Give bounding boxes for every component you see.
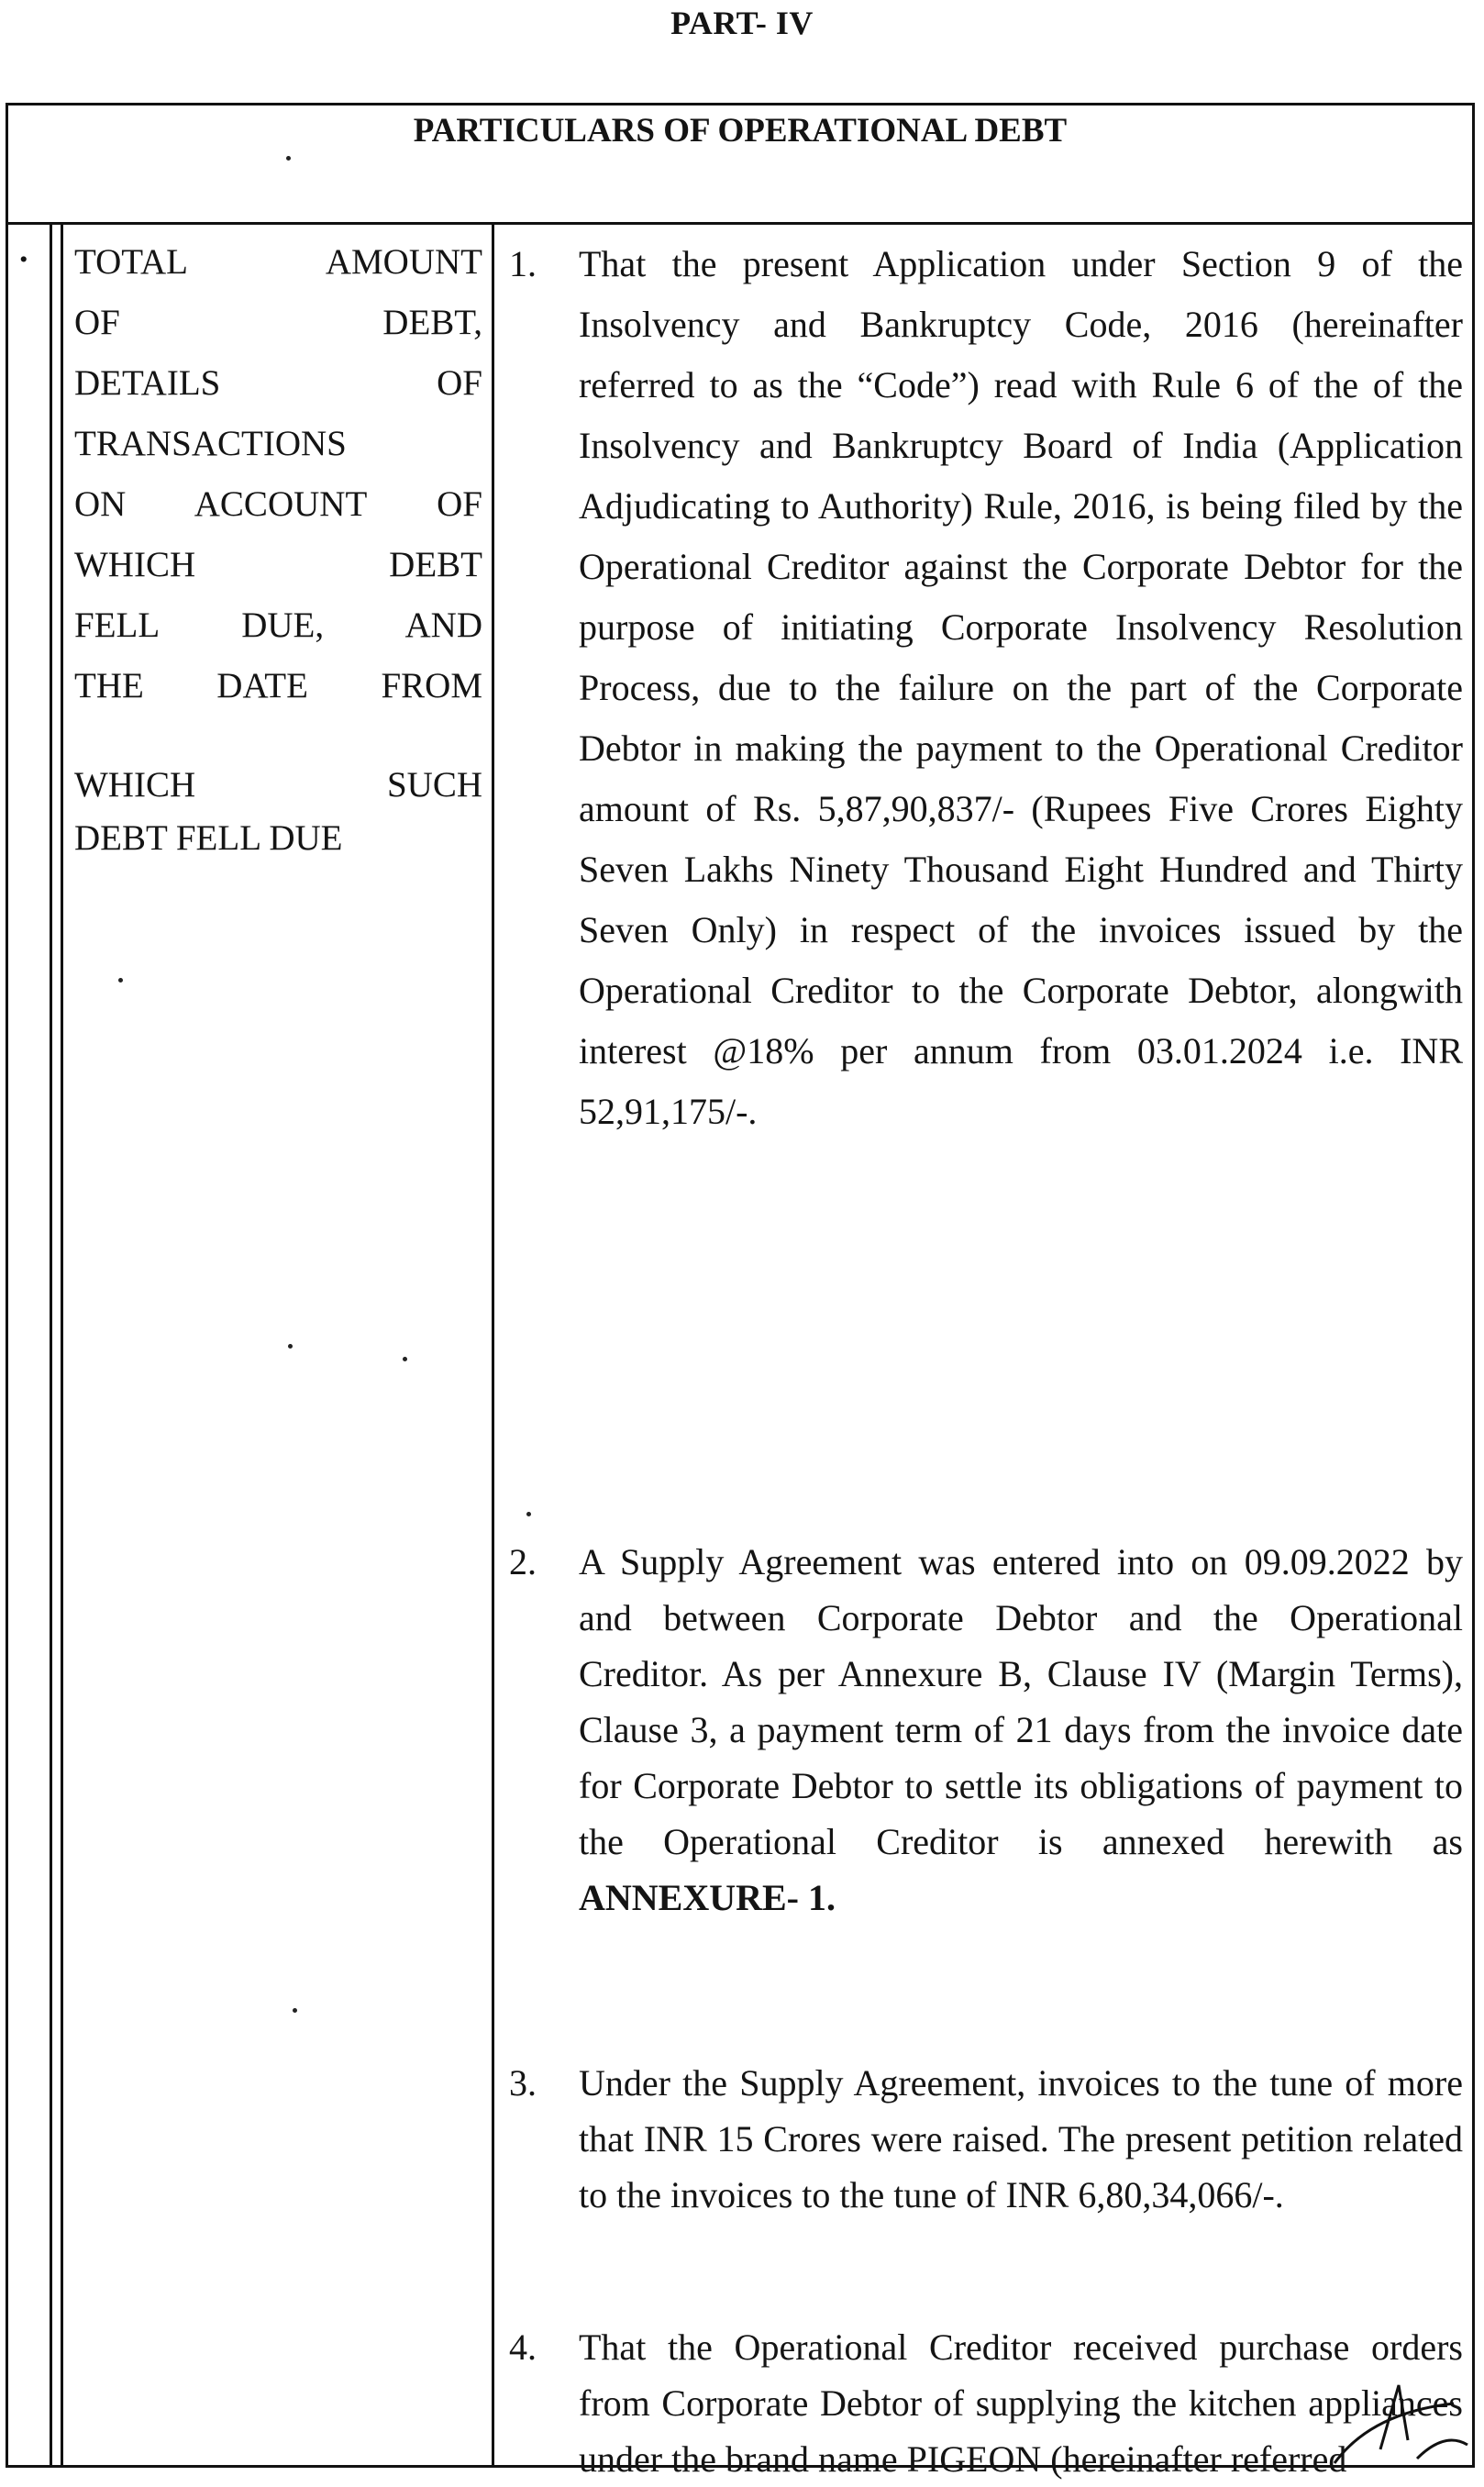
- label-line: OF DEBT,: [74, 303, 482, 342]
- label-line: TRANSACTIONS: [74, 424, 347, 463]
- paragraph-3: [509, 2055, 1463, 2223]
- particulars-label-cell: [61, 225, 494, 2468]
- operational-debt-table: [6, 103, 1475, 2480]
- paragraph-number: 2.: [509, 1541, 537, 1582]
- table-title-text: PARTICULARS OF OPERATIONAL DEBT: [413, 112, 1068, 150]
- stray-mark: [293, 2008, 297, 2013]
- paragraph-1: [509, 234, 1463, 1142]
- serial-number-cell: [8, 225, 52, 2468]
- stray-mark: [288, 1344, 293, 1349]
- paragraph-text: Under the Supply Agreement, invoices to the tune of more that INR 15 Crores were raised. The present petition related to the invoices to the tune of INR 6,80,34,066/-.: [579, 2062, 1463, 2215]
- label-line: DEBT FELL DUE: [74, 818, 343, 858]
- serial-marker: .: [19, 231, 28, 270]
- part-heading: PART- IV: [670, 5, 814, 41]
- paragraph-text: That the present Application under Section 9 of the Insolvency and Bankruptcy Code, 2016 (hereinafter referred to as the “Code”) read with Rule 6 of the of the Insolvency and Bankruptcy Board of India (Application Adjudicating to Authority) Rule, 2016, is being filed by the Operational Creditor against the Corporate Debtor for the purpose of initiating Corporate Insolvency Resolution Process, due to the failure on the part of the Corporate Debtor in making the payment to the Operational Creditor amount of Rs. 5,87,90,837/- (Rupees Five Crores Eighty Seven Lakhs Ninety Thousand Eight Hundred and Thirty Seven Only) in respect of the invoices issued by the Operational Creditor to the Corporate Debtor, alongwith interest @18% per annum from 03.01.2024 i.e. INR 52,91,175/-.: [579, 243, 1463, 1132]
- paragraph-text-wrapper: [579, 1534, 1463, 1926]
- paragraph-text: A Supply Agreement was entered into on 09.09.2022 by and between Corporate Debtor and the Operational Creditor. As per Annexure B, Clause IV (Margin Terms), Clause 3, a payment term of 21 days from the invoice date for Corporate Debtor to settle its obligations of payment to the Operational Creditor is annexed herewith as: [579, 1541, 1463, 1862]
- paragraph-text: That the Operational Creditor received purchase orders from Corporate Debtor of supplying the kitchen appliances under the brand name PIGEON (hereinafter referred: [579, 2326, 1463, 2480]
- stamp-mark: [1316, 2376, 1472, 2468]
- label-line: FELL DUE, AND: [74, 605, 482, 645]
- label-line: TOTAL AMOUNT: [74, 242, 482, 282]
- label-line: DETAILS OF: [74, 363, 482, 403]
- particulars-content-cell: [494, 225, 1472, 2480]
- paragraph-2: [509, 1534, 1463, 1926]
- stray-mark: [403, 1357, 407, 1361]
- paragraph-number: 4.: [509, 2326, 537, 2368]
- stray-mark: [286, 156, 291, 161]
- label-block-lower: [74, 759, 482, 865]
- annexure-reference: ANNEXURE- 1.: [579, 1877, 836, 1918]
- paragraph-number: 1.: [509, 243, 537, 284]
- label-line: THE DATE FROM: [74, 666, 482, 705]
- table-title: [8, 105, 1472, 225]
- label-block-upper: [74, 232, 482, 716]
- paragraph-number: 3.: [509, 2062, 537, 2104]
- stray-mark: [118, 978, 123, 983]
- stray-mark: [526, 1512, 531, 1516]
- label-line: ON ACCOUNT OF: [74, 484, 482, 524]
- label-line: WHICH SUCH: [74, 765, 482, 805]
- label-line: WHICH DEBT: [74, 545, 482, 584]
